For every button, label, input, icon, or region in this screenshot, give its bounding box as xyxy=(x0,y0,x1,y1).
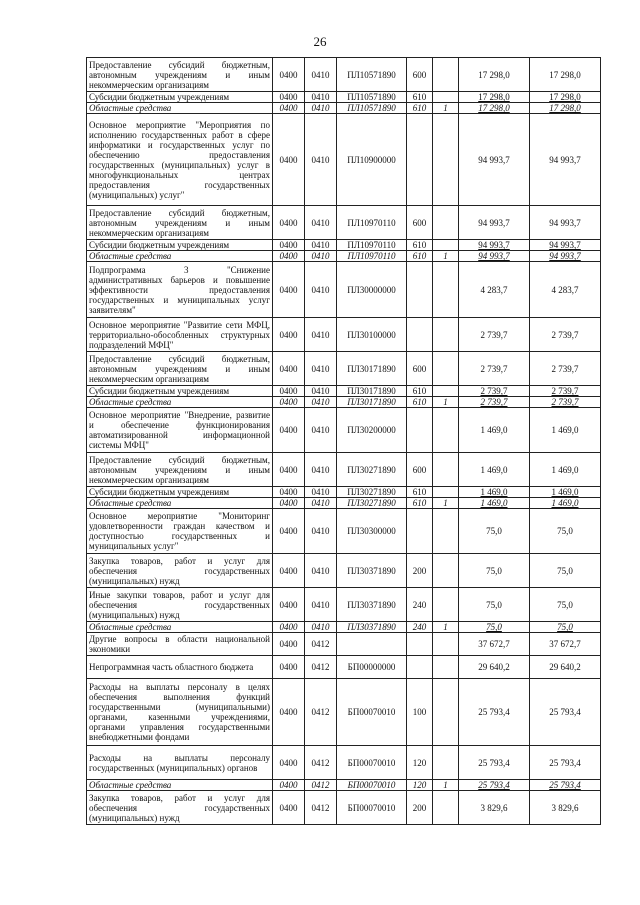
target-article: ПЛ30300000 xyxy=(337,509,407,554)
section-code: 0400 xyxy=(273,92,305,103)
section-code: 0400 xyxy=(273,780,305,791)
source-code xyxy=(433,114,459,206)
subsection-code: 0412 xyxy=(305,679,337,746)
sum-year-2: 1 469,0 xyxy=(530,487,601,498)
source-code: 1 xyxy=(433,498,459,509)
row-name: Областные средства xyxy=(87,622,273,633)
table-row xyxy=(87,386,601,397)
row-name: Областные средства xyxy=(87,780,273,791)
section-code: 0400 xyxy=(273,251,305,262)
section-code: 0400 xyxy=(273,746,305,780)
row-name: Областные средства xyxy=(87,397,273,408)
sum-year-2: 75,0 xyxy=(530,588,601,622)
subsection-code: 0410 xyxy=(305,386,337,397)
sum-year-2: 29 640,2 xyxy=(530,656,601,679)
target-article: ПЛ10571890 xyxy=(337,58,407,92)
row-name: Предоставление субсидий бюджетным, автономным учреждениям и иным некоммерческим организациям xyxy=(87,58,273,92)
sum-year-1: 75,0 xyxy=(459,588,530,622)
sum-year-2: 2 739,7 xyxy=(530,386,601,397)
expense-type: 200 xyxy=(407,791,433,825)
expense-type: 610 xyxy=(407,240,433,251)
section-code: 0400 xyxy=(273,318,305,352)
subsection-code: 0410 xyxy=(305,397,337,408)
sum-year-1: 29 640,2 xyxy=(459,656,530,679)
subsection-code: 0412 xyxy=(305,656,337,679)
sum-year-2: 25 793,4 xyxy=(530,780,601,791)
subsection-code: 0410 xyxy=(305,408,337,453)
row-name: Иные закупки товаров, работ и услуг для обеспечения государственных (муниципальных) нужд xyxy=(87,588,273,622)
row-name: Субсидии бюджетным учреждениям xyxy=(87,240,273,251)
expense-type: 610 xyxy=(407,498,433,509)
table-row xyxy=(87,92,601,103)
expense-type: 610 xyxy=(407,487,433,498)
subsection-code: 0410 xyxy=(305,509,337,554)
subsection-code: 0410 xyxy=(305,554,337,588)
expense-type: 600 xyxy=(407,453,433,487)
sum-year-1: 37 672,7 xyxy=(459,633,530,656)
source-code xyxy=(433,487,459,498)
subsection-code: 0410 xyxy=(305,498,337,509)
sum-year-1: 3 829,6 xyxy=(459,791,530,825)
expense-type: 100 xyxy=(407,679,433,746)
table-row xyxy=(87,746,601,780)
expense-type: 600 xyxy=(407,206,433,240)
table-row xyxy=(87,352,601,386)
table-row xyxy=(87,622,601,633)
expense-type xyxy=(407,509,433,554)
section-code: 0400 xyxy=(273,240,305,251)
sum-year-2: 37 672,7 xyxy=(530,633,601,656)
subsection-code: 0410 xyxy=(305,487,337,498)
expense-type: 610 xyxy=(407,92,433,103)
table-row xyxy=(87,453,601,487)
source-code: 1 xyxy=(433,103,459,114)
sum-year-1: 25 793,4 xyxy=(459,679,530,746)
subsection-code: 0410 xyxy=(305,103,337,114)
source-code xyxy=(433,656,459,679)
row-name: Закупка товаров, работ и услуг для обеспечения государственных (муниципальных) нужд xyxy=(87,791,273,825)
section-code: 0400 xyxy=(273,633,305,656)
table-row xyxy=(87,588,601,622)
sum-year-2: 75,0 xyxy=(530,509,601,554)
target-article: БП00000000 xyxy=(337,656,407,679)
sum-year-2: 2 739,7 xyxy=(530,397,601,408)
sum-year-1: 94 993,7 xyxy=(459,206,530,240)
sum-year-1: 17 298,0 xyxy=(459,103,530,114)
subsection-code: 0410 xyxy=(305,206,337,240)
row-name: Непрограммная часть областного бюджета xyxy=(87,656,273,679)
row-name: Расходы на выплаты персоналу в целях обеспечения выполнения функций государственными (муниципальными) органами, казенными учреждениями, органами управления государственными внебюджетными фондами xyxy=(87,679,273,746)
section-code: 0400 xyxy=(273,554,305,588)
expense-type xyxy=(407,656,433,679)
row-name: Субсидии бюджетным учреждениям xyxy=(87,92,273,103)
sum-year-1: 75,0 xyxy=(459,509,530,554)
row-name: Основное мероприятие "Внедрение, развитие и обеспечение функционирования автоматизированной информационной системы МФЦ" xyxy=(87,408,273,453)
expense-type: 610 xyxy=(407,397,433,408)
target-article: ПЛ30100000 xyxy=(337,318,407,352)
target-article: ПЛ30171890 xyxy=(337,397,407,408)
page-number: 26 xyxy=(313,34,327,49)
sum-year-1: 4 283,7 xyxy=(459,262,530,318)
table-row xyxy=(87,240,601,251)
source-code xyxy=(433,791,459,825)
sum-year-1: 25 793,4 xyxy=(459,746,530,780)
row-name: Областные средства xyxy=(87,498,273,509)
table-row xyxy=(87,206,601,240)
sum-year-2: 1 469,0 xyxy=(530,453,601,487)
source-code xyxy=(433,408,459,453)
target-article: БП00070010 xyxy=(337,791,407,825)
expense-type: 600 xyxy=(407,58,433,92)
target-article: ПЛ10900000 xyxy=(337,114,407,206)
expense-type: 120 xyxy=(407,780,433,791)
row-name: Основное мероприятие "Мониторинг удовлетворенности граждан качеством и доступностью государственных и муниципальных услуг" xyxy=(87,509,273,554)
subsection-code: 0410 xyxy=(305,453,337,487)
sum-year-2: 2 739,7 xyxy=(530,318,601,352)
expense-type: 240 xyxy=(407,588,433,622)
section-code: 0400 xyxy=(273,498,305,509)
target-article: ПЛ10571890 xyxy=(337,103,407,114)
expense-type: 120 xyxy=(407,746,433,780)
row-name: Предоставление субсидий бюджетным, автономным учреждениям и иным некоммерческим организациям xyxy=(87,352,273,386)
row-name: Основное мероприятие "Развитие сети МФЦ, территориально-обособленных структурных подразделений МФЦ" xyxy=(87,318,273,352)
source-code xyxy=(433,679,459,746)
source-code xyxy=(433,58,459,92)
section-code: 0400 xyxy=(273,114,305,206)
source-code xyxy=(433,633,459,656)
sum-year-2: 2 739,7 xyxy=(530,352,601,386)
table-row xyxy=(87,633,601,656)
section-code: 0400 xyxy=(273,453,305,487)
subsection-code: 0410 xyxy=(305,262,337,318)
expense-type: 610 xyxy=(407,251,433,262)
sum-year-1: 17 298,0 xyxy=(459,92,530,103)
expense-type xyxy=(407,408,433,453)
subsection-code: 0412 xyxy=(305,791,337,825)
sum-year-2: 17 298,0 xyxy=(530,58,601,92)
target-article: ПЛ10970110 xyxy=(337,206,407,240)
sum-year-2: 1 469,0 xyxy=(530,408,601,453)
subsection-code: 0410 xyxy=(305,92,337,103)
source-code xyxy=(433,92,459,103)
sum-year-2: 1 469,0 xyxy=(530,498,601,509)
sum-year-2: 75,0 xyxy=(530,622,601,633)
source-code xyxy=(433,318,459,352)
sum-year-1: 2 739,7 xyxy=(459,386,530,397)
section-code: 0400 xyxy=(273,509,305,554)
subsection-code: 0410 xyxy=(305,58,337,92)
subsection-code: 0412 xyxy=(305,746,337,780)
table-row xyxy=(87,791,601,825)
target-article xyxy=(337,633,407,656)
row-name: Расходы на выплаты персоналу государственных (муниципальных) органов xyxy=(87,746,273,780)
target-article: ПЛ30271890 xyxy=(337,453,407,487)
expense-type xyxy=(407,318,433,352)
table-row xyxy=(87,58,601,92)
budget-table xyxy=(86,57,601,825)
expense-type xyxy=(407,633,433,656)
expense-type: 240 xyxy=(407,622,433,633)
source-code: 1 xyxy=(433,622,459,633)
target-article: БП00070010 xyxy=(337,679,407,746)
sum-year-2: 94 993,7 xyxy=(530,114,601,206)
target-article: БП00070010 xyxy=(337,746,407,780)
sum-year-1: 94 993,7 xyxy=(459,240,530,251)
sum-year-2: 25 793,4 xyxy=(530,679,601,746)
table-row xyxy=(87,656,601,679)
section-code: 0400 xyxy=(273,103,305,114)
section-code: 0400 xyxy=(273,262,305,318)
table-row xyxy=(87,262,601,318)
target-article: ПЛ30371890 xyxy=(337,622,407,633)
target-article: ПЛ30000000 xyxy=(337,262,407,318)
sum-year-2: 17 298,0 xyxy=(530,103,601,114)
table-row xyxy=(87,251,601,262)
target-article: ПЛ10571890 xyxy=(337,92,407,103)
source-code xyxy=(433,509,459,554)
sum-year-1: 1 469,0 xyxy=(459,487,530,498)
source-code xyxy=(433,453,459,487)
expense-type xyxy=(407,262,433,318)
sum-year-1: 94 993,7 xyxy=(459,251,530,262)
sum-year-2: 25 793,4 xyxy=(530,746,601,780)
target-article: ПЛ30271890 xyxy=(337,487,407,498)
row-name: Субсидии бюджетным учреждениям xyxy=(87,386,273,397)
section-code: 0400 xyxy=(273,622,305,633)
expense-type: 200 xyxy=(407,554,433,588)
sum-year-1: 75,0 xyxy=(459,622,530,633)
target-article: ПЛ10970110 xyxy=(337,240,407,251)
section-code: 0400 xyxy=(273,352,305,386)
sum-year-1: 1 469,0 xyxy=(459,408,530,453)
table-row xyxy=(87,679,601,746)
section-code: 0400 xyxy=(273,386,305,397)
expense-type xyxy=(407,114,433,206)
sum-year-2: 75,0 xyxy=(530,554,601,588)
source-code: 1 xyxy=(433,397,459,408)
table-row xyxy=(87,318,601,352)
target-article: ПЛ30200000 xyxy=(337,408,407,453)
sum-year-1: 1 469,0 xyxy=(459,453,530,487)
subsection-code: 0410 xyxy=(305,240,337,251)
expense-type: 610 xyxy=(407,103,433,114)
source-code xyxy=(433,554,459,588)
target-article: ПЛ30271890 xyxy=(337,498,407,509)
subsection-code: 0410 xyxy=(305,588,337,622)
target-article: ПЛ30171890 xyxy=(337,386,407,397)
section-code: 0400 xyxy=(273,791,305,825)
sum-year-2: 4 283,7 xyxy=(530,262,601,318)
source-code xyxy=(433,746,459,780)
section-code: 0400 xyxy=(273,58,305,92)
subsection-code: 0410 xyxy=(305,352,337,386)
subsection-code: 0412 xyxy=(305,780,337,791)
section-code: 0400 xyxy=(273,656,305,679)
table-row xyxy=(87,408,601,453)
target-article: БП00070010 xyxy=(337,780,407,791)
section-code: 0400 xyxy=(273,408,305,453)
subsection-code: 0410 xyxy=(305,114,337,206)
sum-year-1: 2 739,7 xyxy=(459,352,530,386)
sum-year-2: 94 993,7 xyxy=(530,206,601,240)
section-code: 0400 xyxy=(273,588,305,622)
sum-year-1: 17 298,0 xyxy=(459,58,530,92)
expense-type: 610 xyxy=(407,386,433,397)
table-row xyxy=(87,114,601,206)
sum-year-1: 1 469,0 xyxy=(459,498,530,509)
sum-year-1: 2 739,7 xyxy=(459,318,530,352)
source-code xyxy=(433,588,459,622)
table-row xyxy=(87,554,601,588)
row-name: Закупка товаров, работ и услуг для обеспечения государственных (муниципальных) нужд xyxy=(87,554,273,588)
row-name: Основное мероприятие "Мероприятия по исполнению государственных работ в сфере информатики и государственных услуг по обеспечению предоставления государственных (муниципальных) услуг в многофункциональных центрах предоставления государственных (муниципальных) услуг" xyxy=(87,114,273,206)
source-code: 1 xyxy=(433,251,459,262)
section-code: 0400 xyxy=(273,206,305,240)
source-code xyxy=(433,262,459,318)
section-code: 0400 xyxy=(273,679,305,746)
source-code: 1 xyxy=(433,780,459,791)
subsection-code: 0410 xyxy=(305,622,337,633)
target-article: ПЛ30171890 xyxy=(337,352,407,386)
subsection-code: 0412 xyxy=(305,633,337,656)
table-row xyxy=(87,487,601,498)
section-code: 0400 xyxy=(273,487,305,498)
expense-type: 600 xyxy=(407,352,433,386)
sum-year-2: 3 829,6 xyxy=(530,791,601,825)
sum-year-1: 2 739,7 xyxy=(459,397,530,408)
row-name: Субсидии бюджетным учреждениям xyxy=(87,487,273,498)
target-article: ПЛ30371890 xyxy=(337,588,407,622)
source-code xyxy=(433,352,459,386)
source-code xyxy=(433,206,459,240)
row-name: Другие вопросы в области национальной экономики xyxy=(87,633,273,656)
sum-year-1: 94 993,7 xyxy=(459,114,530,206)
sum-year-2: 94 993,7 xyxy=(530,240,601,251)
target-article: ПЛ10970110 xyxy=(337,251,407,262)
table-row xyxy=(87,509,601,554)
row-name: Предоставление субсидий бюджетным, автономным учреждениям и иным некоммерческим организациям xyxy=(87,453,273,487)
row-name: Областные средства xyxy=(87,103,273,114)
sum-year-2: 94 993,7 xyxy=(530,251,601,262)
subsection-code: 0410 xyxy=(305,318,337,352)
section-code: 0400 xyxy=(273,397,305,408)
row-name: Предоставление субсидий бюджетным, автономным учреждениям и иным некоммерческим организациям xyxy=(87,206,273,240)
sum-year-2: 17 298,0 xyxy=(530,92,601,103)
row-name: Областные средства xyxy=(87,251,273,262)
row-name: Подпрограмма 3 "Снижение административных барьеров и повышение эффективности предоставления государственных и муниципальных услуг заявителям" xyxy=(87,262,273,318)
source-code xyxy=(433,240,459,251)
target-article: ПЛ30371890 xyxy=(337,554,407,588)
subsection-code: 0410 xyxy=(305,251,337,262)
table-row xyxy=(87,103,601,114)
sum-year-1: 25 793,4 xyxy=(459,780,530,791)
source-code xyxy=(433,386,459,397)
table-row xyxy=(87,397,601,408)
table-row xyxy=(87,498,601,509)
sum-year-1: 75,0 xyxy=(459,554,530,588)
table-row xyxy=(87,780,601,791)
